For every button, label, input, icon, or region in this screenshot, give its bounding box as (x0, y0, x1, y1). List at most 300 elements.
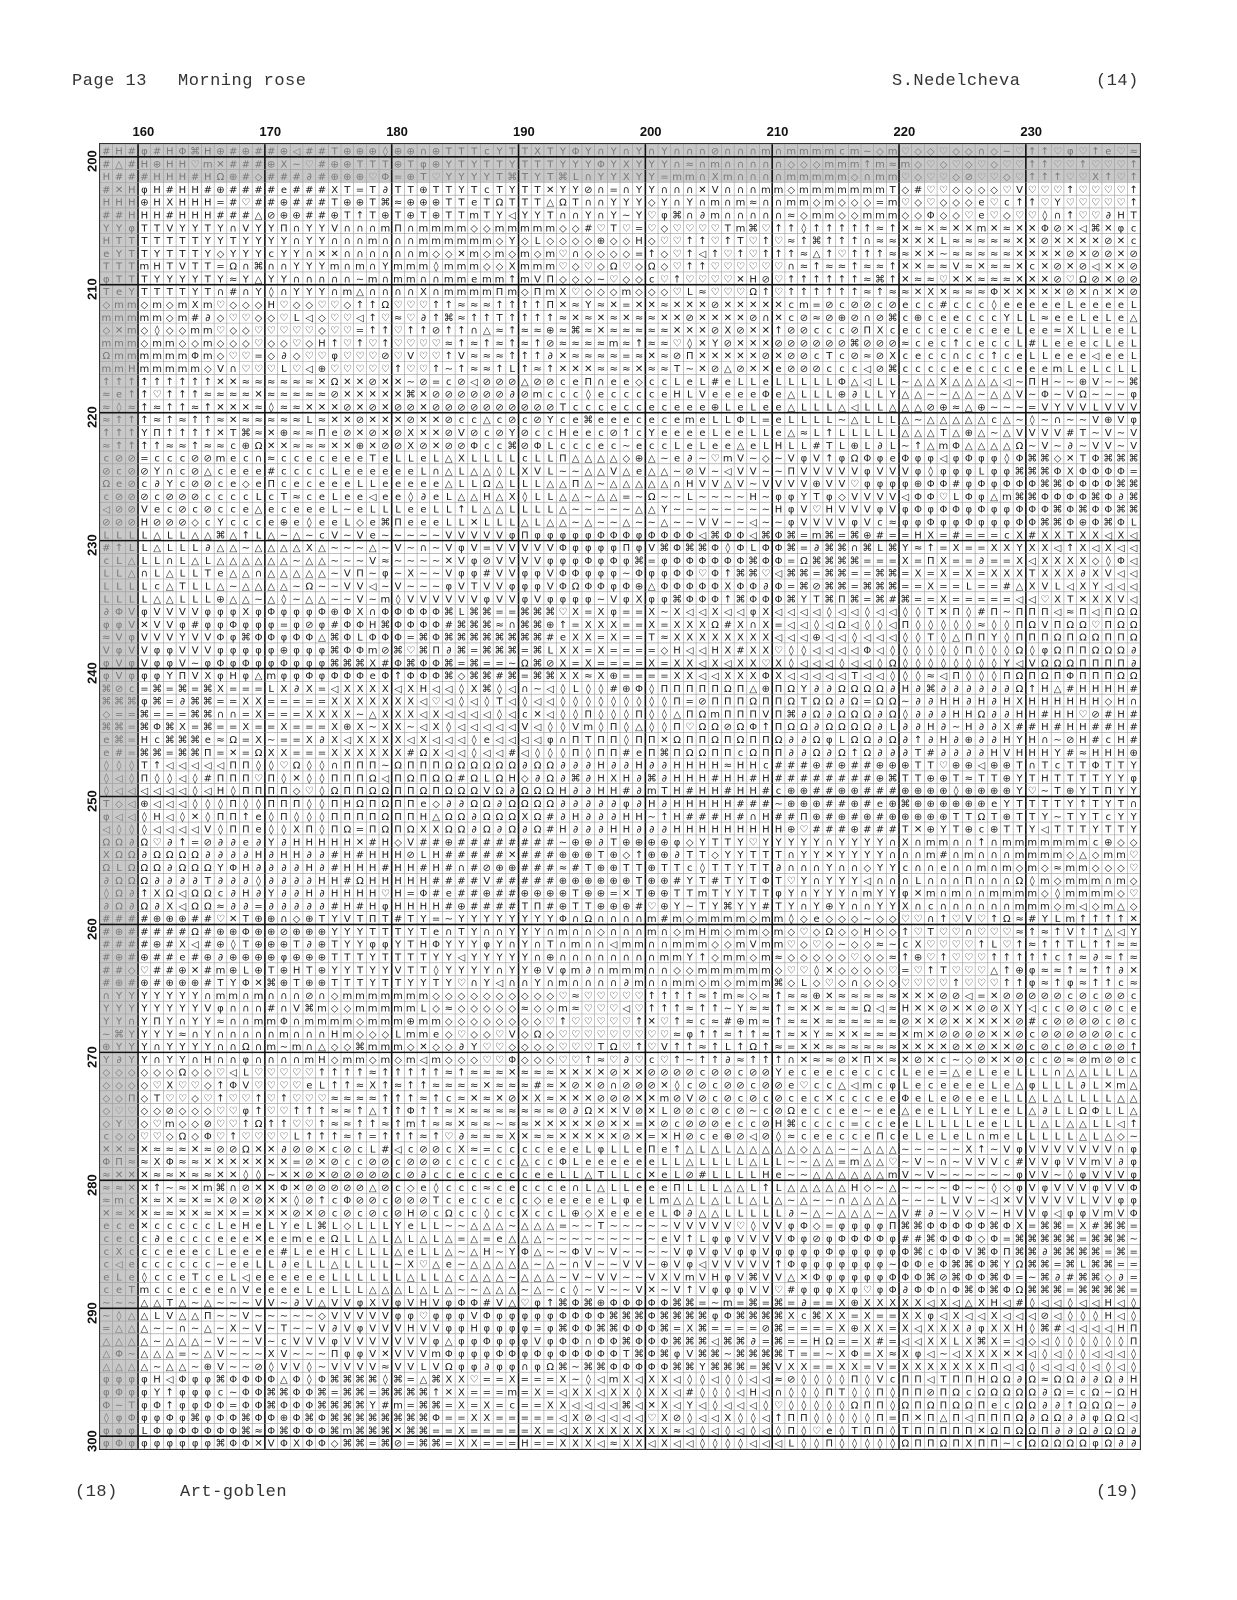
svg-text:e: e (1105, 300, 1111, 311)
svg-text:L: L (484, 773, 490, 784)
svg-text:△: △ (267, 569, 275, 580)
svg-text:◇: ◇ (166, 326, 174, 337)
svg-text:✕: ✕ (419, 415, 427, 426)
svg-text:Π: Π (369, 825, 377, 836)
svg-text:V: V (1016, 185, 1023, 196)
svg-text:V: V (712, 518, 719, 529)
svg-text:m: m (380, 594, 390, 605)
svg-text:∼: ∼ (254, 594, 262, 605)
svg-text:◇: ◇ (851, 210, 859, 221)
svg-text:=: = (128, 722, 136, 733)
svg-text:Π: Π (1003, 671, 1011, 682)
svg-text:◇: ◇ (940, 198, 948, 209)
svg-text:T: T (914, 748, 922, 759)
svg-text:#: # (1066, 748, 1074, 759)
svg-text:⌘: ⌘ (1040, 479, 1050, 490)
svg-text:≈: ≈ (318, 415, 326, 426)
svg-text:H: H (153, 812, 161, 823)
svg-text:φ: φ (560, 556, 567, 567)
svg-text:∼: ∼ (1104, 390, 1112, 401)
svg-text:L: L (459, 518, 465, 529)
svg-text:∂: ∂ (180, 697, 185, 708)
svg-text:◊: ◊ (281, 593, 286, 605)
svg-text:m: m (165, 364, 175, 375)
svg-text:L: L (395, 454, 401, 465)
svg-text:Ω: Ω (356, 799, 364, 810)
svg-text:φ: φ (1042, 645, 1049, 656)
svg-text:⊘: ⊘ (546, 377, 554, 388)
svg-text:φ: φ (661, 210, 668, 221)
svg-text:Ω: Ω (978, 709, 986, 720)
svg-text:m: m (368, 236, 378, 247)
svg-text:⊕: ⊕ (432, 198, 440, 209)
svg-text:c: c (928, 364, 934, 375)
svg-text:V: V (864, 492, 871, 503)
svg-text:#: # (863, 761, 871, 772)
svg-text:∼: ∼ (280, 530, 288, 541)
svg-text:∼: ∼ (901, 377, 909, 388)
svg-text:◇: ◇ (458, 671, 466, 682)
svg-text:#: # (128, 159, 136, 170)
svg-text:◇: ◇ (990, 185, 998, 196)
column-label: 230 (1020, 124, 1042, 139)
svg-text:◁: ◁ (1041, 825, 1049, 836)
svg-text:e: e (420, 505, 426, 516)
svg-text:H: H (559, 786, 567, 797)
svg-text:Ω: Ω (1130, 671, 1138, 682)
svg-text:✕: ✕ (901, 262, 909, 273)
svg-text:T: T (1117, 761, 1125, 772)
svg-text:c: c (116, 466, 122, 477)
svg-text:#: # (1129, 735, 1137, 746)
svg-text:♡: ♡ (698, 569, 707, 580)
svg-text:#: # (749, 773, 757, 784)
svg-text:e: e (598, 390, 604, 401)
svg-text:L: L (1080, 313, 1086, 324)
svg-text:⌘: ⌘ (444, 671, 454, 682)
svg-text:∂: ∂ (649, 825, 654, 836)
svg-text:#: # (1053, 722, 1061, 733)
svg-text:Y: Y (153, 274, 161, 285)
svg-text:↑: ↑ (787, 223, 795, 234)
svg-text:♡: ♡ (964, 210, 973, 221)
svg-text:⌘: ⌘ (101, 684, 111, 695)
svg-text:#: # (888, 786, 896, 797)
svg-text:◇: ◇ (787, 159, 795, 170)
svg-text:∼: ∼ (736, 492, 744, 503)
svg-text:✕: ✕ (1066, 223, 1074, 234)
svg-text:T: T (521, 172, 529, 183)
svg-text:T: T (343, 185, 351, 196)
svg-text:#: # (140, 172, 148, 183)
svg-text:↑: ↑ (876, 287, 884, 298)
svg-text:⊕: ⊕ (407, 172, 415, 183)
svg-text:H: H (572, 812, 580, 823)
svg-text:△: △ (914, 390, 922, 401)
svg-text:⊕: ⊕ (762, 684, 770, 695)
svg-text:Π: Π (610, 748, 618, 759)
svg-text:♡: ♡ (698, 274, 707, 285)
svg-text:↑: ↑ (533, 351, 541, 362)
svg-text:◁: ◁ (800, 633, 808, 644)
svg-text:♡: ♡ (609, 274, 618, 285)
svg-text:Π: Π (673, 748, 681, 759)
svg-text:Ω: Ω (534, 825, 542, 836)
svg-text:Φ: Φ (1066, 505, 1074, 516)
svg-text:Ω: Ω (851, 454, 859, 465)
svg-text:H: H (927, 722, 935, 733)
svg-text:T: T (140, 223, 148, 234)
svg-text:∩: ∩ (864, 172, 871, 183)
svg-text:⊘: ⊘ (774, 338, 782, 349)
svg-text:Y: Y (660, 159, 668, 170)
svg-text:∂: ∂ (687, 454, 692, 465)
svg-text:⊘: ⊘ (762, 351, 770, 362)
svg-text:⌘: ⌘ (748, 569, 758, 580)
svg-text:m: m (710, 709, 720, 720)
svg-text:Φ: Φ (711, 543, 719, 554)
svg-text:⊘: ⊘ (128, 466, 136, 477)
svg-text:L: L (459, 479, 465, 490)
svg-text:m: m (824, 159, 834, 170)
svg-text:=: = (216, 748, 224, 759)
svg-text:♡: ♡ (673, 338, 682, 349)
svg-text:L: L (421, 466, 427, 477)
svg-text:∂: ∂ (649, 761, 654, 772)
svg-text:◊: ◊ (193, 772, 198, 784)
svg-text:◇: ◇ (293, 786, 301, 797)
svg-text:∼: ∼ (609, 518, 617, 529)
svg-text:⊘: ⊘ (381, 351, 389, 362)
svg-text:φ: φ (166, 645, 173, 656)
svg-text:e: e (636, 466, 642, 477)
svg-text:♡: ♡ (660, 236, 669, 247)
svg-text:↑: ↑ (140, 415, 148, 426)
svg-text:♡: ♡ (406, 645, 415, 656)
svg-text:L: L (484, 518, 490, 529)
svg-text:H: H (635, 812, 643, 823)
svg-text:∂: ∂ (928, 735, 933, 746)
svg-text:⊕: ⊕ (977, 799, 985, 810)
svg-text:X: X (572, 633, 579, 644)
svg-text:e: e (1080, 351, 1086, 362)
svg-text:Φ: Φ (584, 581, 592, 592)
svg-text:✕: ✕ (774, 351, 782, 362)
svg-text:m: m (812, 172, 822, 183)
svg-text:V: V (128, 620, 135, 631)
svg-text:◊: ◊ (966, 606, 971, 618)
svg-text:∂: ∂ (662, 773, 667, 784)
svg-text:V: V (471, 594, 478, 605)
svg-text:H: H (724, 812, 732, 823)
svg-text:♡: ♡ (254, 326, 263, 337)
svg-text:△: △ (927, 441, 935, 452)
svg-text:=: = (292, 709, 300, 720)
svg-text:m: m (190, 364, 200, 375)
svg-text:e: e (294, 505, 300, 516)
svg-text:⌘: ⌘ (152, 684, 162, 695)
svg-text:♡: ♡ (926, 198, 935, 209)
svg-text:#: # (381, 658, 389, 669)
svg-text:Ω: Ω (1092, 645, 1100, 656)
svg-text:X: X (357, 697, 364, 708)
svg-text:◊: ◊ (789, 657, 794, 669)
svg-text:m: m (799, 198, 809, 209)
svg-text:◁: ◁ (1130, 594, 1138, 605)
svg-text:♡: ♡ (647, 210, 656, 221)
svg-text:◊: ◊ (649, 696, 654, 708)
svg-text:Ω: Ω (483, 825, 491, 836)
svg-text:=: = (166, 697, 174, 708)
svg-text:Φ: Φ (1028, 518, 1036, 529)
svg-text:e: e (1093, 300, 1099, 311)
svg-text:=: = (622, 671, 630, 682)
svg-text:△: △ (610, 492, 618, 503)
svg-text:Π: Π (585, 709, 593, 720)
svg-text:∼: ∼ (330, 569, 338, 580)
svg-text:T: T (191, 249, 199, 260)
svg-text:=: = (838, 530, 846, 541)
svg-text:L: L (129, 581, 135, 592)
svg-text:Ω: Ω (1079, 274, 1087, 285)
row-label: 260 (85, 920, 100, 940)
svg-text:T: T (343, 210, 351, 221)
svg-text:e: e (978, 198, 984, 209)
svg-text:∂: ∂ (789, 748, 794, 759)
svg-text:X: X (369, 735, 376, 746)
svg-text:e: e (775, 428, 781, 439)
svg-text:⌘: ⌘ (1116, 479, 1126, 490)
svg-text:♡: ♡ (279, 300, 288, 311)
svg-text:c: c (205, 492, 211, 503)
svg-text:∩: ∩ (699, 172, 706, 183)
svg-text:Φ: Φ (863, 645, 871, 656)
svg-text:◁: ◁ (800, 671, 808, 682)
svg-text:⊘: ⊘ (1053, 223, 1061, 234)
svg-text:Φ: Φ (229, 620, 237, 631)
svg-text:∼: ∼ (1079, 441, 1087, 452)
svg-text:#: # (445, 620, 453, 631)
svg-text:∂: ∂ (319, 735, 324, 746)
svg-text:Π: Π (610, 735, 618, 746)
svg-text:⊘: ⊘ (128, 518, 136, 529)
svg-text:≈: ≈ (888, 249, 896, 260)
svg-text:T: T (445, 146, 453, 157)
svg-text:∼: ∼ (343, 543, 351, 554)
svg-text:✕: ✕ (267, 441, 275, 452)
svg-text:♡: ♡ (343, 313, 352, 324)
svg-text:Π: Π (153, 428, 161, 439)
svg-text:H: H (179, 198, 187, 209)
svg-text:V: V (433, 594, 440, 605)
svg-text:φ: φ (1130, 415, 1137, 426)
svg-text:=: = (254, 351, 262, 362)
svg-text:=: = (292, 748, 300, 759)
svg-text:✕: ✕ (965, 223, 973, 234)
svg-text:⌘: ⌘ (647, 773, 657, 784)
svg-text:V: V (483, 581, 490, 592)
svg-text:H: H (1054, 709, 1062, 720)
svg-text:△: △ (559, 492, 567, 503)
svg-text:◁: ◁ (1028, 556, 1036, 567)
svg-text:L: L (890, 441, 896, 452)
svg-text:V: V (521, 722, 528, 733)
svg-text:≈: ≈ (1003, 236, 1011, 247)
svg-text:✕: ✕ (343, 390, 351, 401)
svg-text:X: X (280, 684, 287, 695)
svg-text:V: V (369, 556, 376, 567)
svg-text:≈: ≈ (128, 402, 136, 413)
svg-text:◁: ◁ (724, 607, 732, 618)
svg-text:=: = (990, 530, 998, 541)
svg-text:V: V (141, 633, 148, 644)
svg-text:⊘: ⊘ (850, 351, 858, 362)
svg-text:∼: ∼ (698, 492, 706, 503)
svg-text:L: L (801, 377, 807, 388)
svg-text:=: = (901, 530, 909, 541)
svg-text:Π: Π (293, 799, 301, 810)
svg-text:T: T (128, 236, 136, 247)
svg-text:∼: ∼ (1041, 415, 1049, 426)
svg-text:⌘: ⌘ (533, 658, 543, 669)
svg-text:Φ: Φ (965, 454, 973, 465)
svg-text:c: c (586, 441, 592, 452)
svg-text:V: V (445, 543, 452, 554)
svg-text:L: L (763, 428, 769, 439)
svg-text:∩: ∩ (737, 159, 744, 170)
svg-text:✕: ✕ (419, 390, 427, 401)
svg-text:e: e (116, 390, 122, 401)
svg-text:=: = (1129, 466, 1137, 477)
svg-text:◊: ◊ (446, 721, 451, 733)
svg-text:Ω: Ω (420, 786, 428, 797)
svg-text:c: c (484, 146, 490, 157)
svg-text:X: X (699, 620, 706, 631)
svg-text:∩: ∩ (699, 198, 706, 209)
svg-text:♡: ♡ (1116, 159, 1125, 170)
svg-text:T: T (1054, 825, 1062, 836)
svg-text:X: X (1092, 594, 1099, 605)
svg-text:X: X (623, 159, 630, 170)
svg-text:T: T (457, 210, 465, 221)
svg-text:Φ: Φ (673, 530, 681, 541)
svg-text:X: X (1003, 722, 1010, 733)
svg-text:⌘: ⌘ (152, 748, 162, 759)
svg-text:m: m (824, 198, 834, 209)
svg-text:T: T (1079, 428, 1087, 439)
svg-text:⊘: ⊘ (394, 402, 402, 413)
svg-text:T: T (736, 236, 744, 247)
svg-text:Ω: Ω (546, 761, 554, 772)
svg-text:◊: ◊ (598, 721, 603, 733)
svg-text:T: T (1028, 569, 1036, 580)
svg-text:♡: ♡ (1078, 210, 1087, 221)
svg-text:Y: Y (508, 236, 516, 247)
svg-text:m: m (114, 364, 124, 375)
svg-text:e: e (255, 466, 261, 477)
svg-text:≈: ≈ (901, 287, 909, 298)
svg-text:≈: ≈ (952, 287, 960, 298)
svg-text:◇: ◇ (661, 645, 669, 656)
svg-text:◊: ◊ (916, 619, 921, 631)
svg-text:⊘: ⊘ (533, 402, 541, 413)
svg-text:↑: ↑ (1053, 172, 1061, 183)
svg-text:φ: φ (522, 569, 529, 580)
svg-text:L: L (547, 466, 553, 477)
svg-text:Π: Π (267, 799, 275, 810)
svg-text:∼: ∼ (1117, 428, 1125, 439)
svg-text:✕: ✕ (280, 441, 288, 452)
svg-text:△: △ (990, 492, 998, 503)
svg-text:⌘: ⌘ (634, 556, 644, 567)
svg-text:◁: ◁ (724, 466, 732, 477)
svg-text:∂: ∂ (573, 825, 578, 836)
svg-text:⊘: ⊘ (787, 364, 795, 375)
svg-text:φ: φ (141, 607, 148, 618)
svg-text:L: L (814, 377, 820, 388)
svg-text:≈: ≈ (648, 338, 656, 349)
svg-text:≈: ≈ (838, 262, 846, 273)
svg-text:T: T (178, 236, 186, 247)
svg-text:L: L (750, 543, 756, 554)
svg-text:Ω: Ω (711, 722, 719, 733)
svg-text:△: △ (229, 594, 237, 605)
svg-text:△: △ (838, 402, 846, 413)
svg-text:≈: ≈ (635, 313, 643, 324)
svg-text:#: # (711, 377, 719, 388)
svg-text:Y: Y (1117, 773, 1125, 784)
svg-text:Φ: Φ (939, 505, 947, 516)
svg-text:φ: φ (965, 505, 972, 516)
svg-text:L: L (104, 594, 110, 605)
svg-text:e: e (775, 364, 781, 375)
svg-text:◁: ◁ (838, 607, 846, 618)
svg-text:φ: φ (141, 697, 148, 708)
svg-text:⌘: ⌘ (761, 530, 771, 541)
svg-text:Ω: Ω (787, 684, 795, 695)
svg-text:◁: ◁ (813, 607, 821, 618)
svg-text:≈: ≈ (521, 338, 529, 349)
svg-text:#: # (254, 146, 262, 157)
svg-text:Ω: Ω (483, 479, 491, 490)
svg-text:e: e (395, 492, 401, 503)
svg-text:✕: ✕ (343, 377, 351, 388)
svg-text:↑: ↑ (838, 287, 846, 298)
svg-text:✕: ✕ (1028, 249, 1036, 260)
svg-text:m: m (495, 223, 505, 234)
svg-text:Φ: Φ (331, 671, 339, 682)
svg-text:X: X (775, 671, 782, 682)
svg-text:Ω: Ω (610, 262, 618, 273)
svg-text:△: △ (153, 543, 161, 554)
svg-text:Φ: Φ (749, 594, 757, 605)
svg-text:⌘: ⌘ (114, 697, 124, 708)
svg-text:↑: ↑ (178, 390, 186, 401)
svg-text:#: # (267, 185, 275, 196)
svg-text:△: △ (255, 505, 263, 516)
svg-text:⊘: ⊘ (166, 518, 174, 529)
svg-text:◇: ◇ (572, 223, 580, 234)
svg-text:Ω: Ω (825, 697, 833, 708)
svg-text:Π: Π (1105, 620, 1113, 631)
svg-text:↑: ↑ (1041, 172, 1049, 183)
svg-text:H: H (128, 210, 136, 221)
svg-text:✕: ✕ (267, 428, 275, 439)
svg-text:m: m (482, 274, 492, 285)
svg-text:♡: ♡ (1104, 185, 1113, 196)
svg-text:L: L (154, 569, 160, 580)
svg-text:∩: ∩ (242, 287, 249, 298)
